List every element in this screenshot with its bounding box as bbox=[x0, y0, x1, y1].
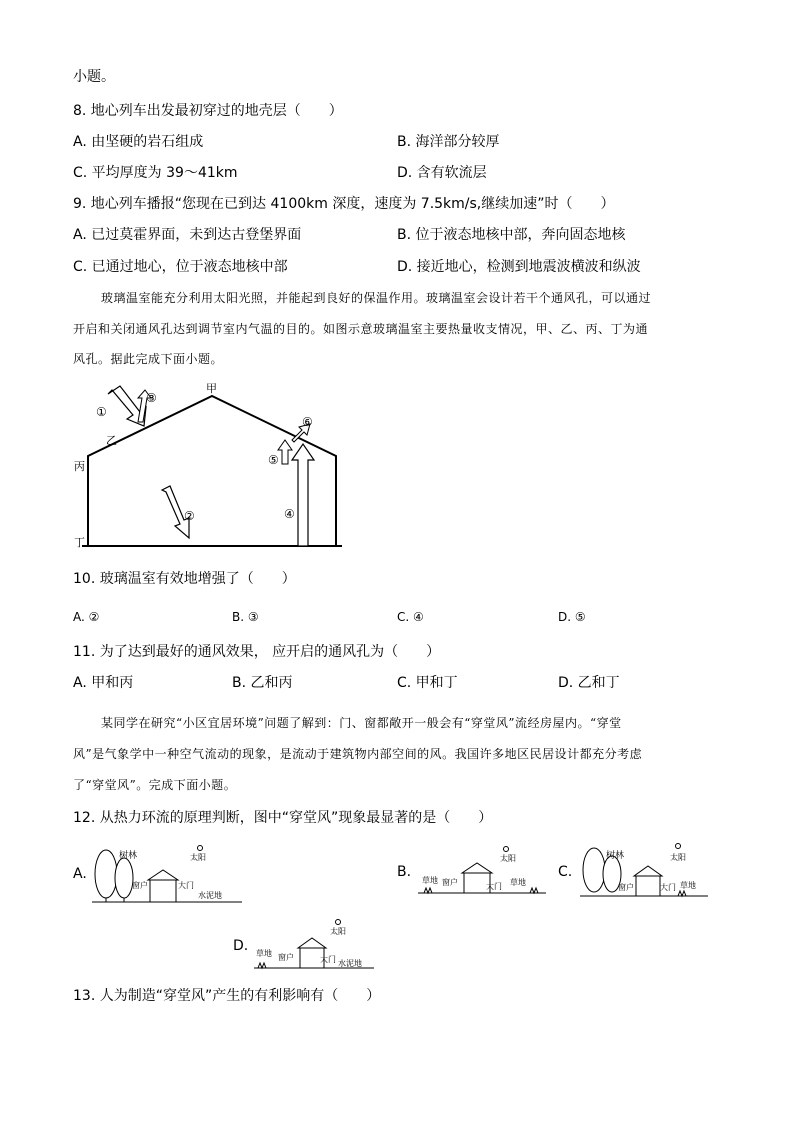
arrow-2-label: ② bbox=[184, 509, 195, 523]
passage-greenhouse-line1: 玻璃温室能充分利用太阳光照，并能起到良好的保温作用。玻璃温室会设计若干个通风孔，可以通过 bbox=[101, 291, 652, 305]
greenhouse-diagram bbox=[70, 378, 350, 550]
question-10-stem: 10. 玻璃温室有效地增强了（ ） bbox=[73, 571, 296, 587]
question-11-stem: 11. 为了达到最好的通风效果， 应开启的通风孔为（ ） bbox=[73, 644, 441, 660]
question-9-stem: 9. 地心列车播报“您现在已到达 4100km 深度，速度为 7.5km/s,继续加速”时（ ） bbox=[73, 196, 615, 212]
sun-icon bbox=[504, 847, 509, 852]
svg-text:窗户: 窗户 bbox=[618, 883, 634, 892]
sun-icon bbox=[336, 920, 341, 925]
svg-text:水泥地: 水泥地 bbox=[198, 891, 222, 900]
svg-text:草地: 草地 bbox=[256, 949, 272, 958]
question-11-option-a[interactable]: A. 甲和丙 bbox=[73, 675, 134, 691]
vent-jia-label: 甲 bbox=[206, 382, 217, 395]
svg-text:树林: 树林 bbox=[119, 851, 138, 861]
sun-icon bbox=[676, 844, 681, 849]
arrow-1-label: ① bbox=[96, 405, 107, 419]
question-9-option-c[interactable]: C. 已通过地心，位于液态地核中部 bbox=[73, 259, 288, 275]
svg-text:草地: 草地 bbox=[680, 881, 696, 890]
question-8-option-c[interactable]: C. 平均厚度为 39～41km bbox=[73, 165, 238, 181]
arrow-4-icon bbox=[292, 444, 314, 546]
svg-text:草地: 草地 bbox=[422, 876, 438, 885]
arrow-6-label: ⑥ bbox=[302, 415, 313, 429]
question-9-option-d[interactable]: D. 接近地心，检测到地震波横波和纵波 bbox=[397, 259, 641, 275]
question-8-option-b[interactable]: B. 海洋部分较厚 bbox=[397, 134, 500, 150]
svg-text:大门: 大门 bbox=[178, 881, 194, 890]
house-icon bbox=[150, 880, 176, 902]
tree-icon bbox=[95, 850, 117, 898]
svg-text:大门: 大门 bbox=[486, 882, 502, 891]
passage-wind-line2: 风”是气象学中一种空气流动的现象，是流动于建筑物内部空间的风。我国许多地区民居设计都充分考虑 bbox=[73, 747, 643, 761]
vent-ding-label: 丁 bbox=[74, 536, 85, 549]
arrow-3-label: ③ bbox=[146, 391, 157, 405]
question-12-stem: 12. 从热力环流的原理判断，图中“穿堂风”现象最显著的是（ ） bbox=[73, 810, 493, 826]
svg-text:草地: 草地 bbox=[510, 878, 526, 887]
question-10-option-a[interactable]: A. ② bbox=[73, 610, 100, 624]
svg-text:窗户: 窗户 bbox=[442, 878, 458, 887]
arrow-5-label: ⑤ bbox=[268, 453, 279, 467]
question-12-option-a-letter[interactable]: A. bbox=[73, 866, 87, 882]
question-9-option-b[interactable]: B. 位于液态地核中部，奔向固态地核 bbox=[397, 227, 626, 243]
question-12-option-a-diagram[interactable] bbox=[92, 842, 242, 904]
question-12-option-b-diagram[interactable] bbox=[418, 845, 546, 895]
question-10-option-c[interactable]: C. ④ bbox=[397, 610, 424, 624]
svg-text:大门: 大门 bbox=[320, 955, 336, 964]
arrow-5-icon bbox=[278, 440, 292, 464]
question-8-option-a[interactable]: A. 由坚硬的岩石组成 bbox=[73, 134, 204, 150]
sun-icon bbox=[198, 846, 203, 851]
question-10-option-b[interactable]: B. ③ bbox=[232, 610, 259, 624]
house-icon bbox=[636, 876, 660, 896]
question-11-option-b[interactable]: B. 乙和丙 bbox=[232, 675, 293, 691]
svg-text:窗户: 窗户 bbox=[278, 953, 294, 962]
passage-wind-line1: 某同学在研究“小区宜居环境”问题了解到：门、窗都敞开一般会有“穿堂风”流经房屋内。“穿堂 bbox=[101, 716, 622, 730]
grass-icon bbox=[258, 963, 266, 968]
passage-fragment: 小题。 bbox=[73, 69, 115, 85]
question-10-option-d[interactable]: D. ⑤ bbox=[558, 610, 586, 624]
passage-greenhouse-line3: 风孔。据此完成下面小题。 bbox=[73, 352, 224, 366]
svg-text:太阳: 太阳 bbox=[670, 853, 686, 862]
question-8-stem: 8. 地心列车出发最初穿过的地壳层（ ） bbox=[73, 103, 343, 119]
question-12-option-d-letter[interactable]: D. bbox=[233, 938, 249, 954]
vent-bing-label: 丙 bbox=[74, 460, 85, 473]
vent-yi-label: 乙 bbox=[106, 434, 117, 447]
passage-wind-line3: 了“穿堂风”。完成下面小题。 bbox=[73, 778, 237, 792]
tree-icon bbox=[115, 858, 133, 898]
question-12-option-b-letter[interactable]: B. bbox=[397, 864, 412, 880]
question-11-option-c[interactable]: C. 甲和丁 bbox=[397, 675, 458, 691]
question-12-option-c-diagram[interactable] bbox=[580, 842, 708, 898]
svg-text:太阳: 太阳 bbox=[190, 853, 206, 862]
question-9-option-a[interactable]: A. 已过莫霍界面，未到达古登堡界面 bbox=[73, 227, 302, 243]
svg-text:太阳: 太阳 bbox=[500, 854, 516, 863]
question-13-stem: 13. 人为制造“穿堂风”产生的有利影响有（ ） bbox=[73, 988, 381, 1004]
svg-text:大门: 大门 bbox=[660, 883, 676, 892]
grass-icon bbox=[678, 891, 686, 896]
svg-text:太阳: 太阳 bbox=[330, 927, 346, 936]
svg-text:树林: 树林 bbox=[606, 851, 625, 861]
arrow-4-label: ④ bbox=[284, 507, 295, 521]
question-12-option-d-diagram[interactable] bbox=[254, 918, 374, 970]
svg-text:窗户: 窗户 bbox=[132, 881, 148, 890]
question-12-option-c-letter[interactable]: C. bbox=[558, 864, 573, 880]
passage-greenhouse-line2: 开启和关闭通风孔达到调节室内气温的目的。如图示意玻璃温室主要热量收支情况，甲、乙、丙、丁为通 bbox=[73, 322, 649, 336]
svg-text:水泥地: 水泥地 bbox=[338, 959, 362, 968]
question-11-option-d[interactable]: D. 乙和丁 bbox=[558, 675, 620, 691]
tree-icon bbox=[583, 848, 605, 892]
question-8-option-d[interactable]: D. 含有软流层 bbox=[397, 165, 487, 181]
